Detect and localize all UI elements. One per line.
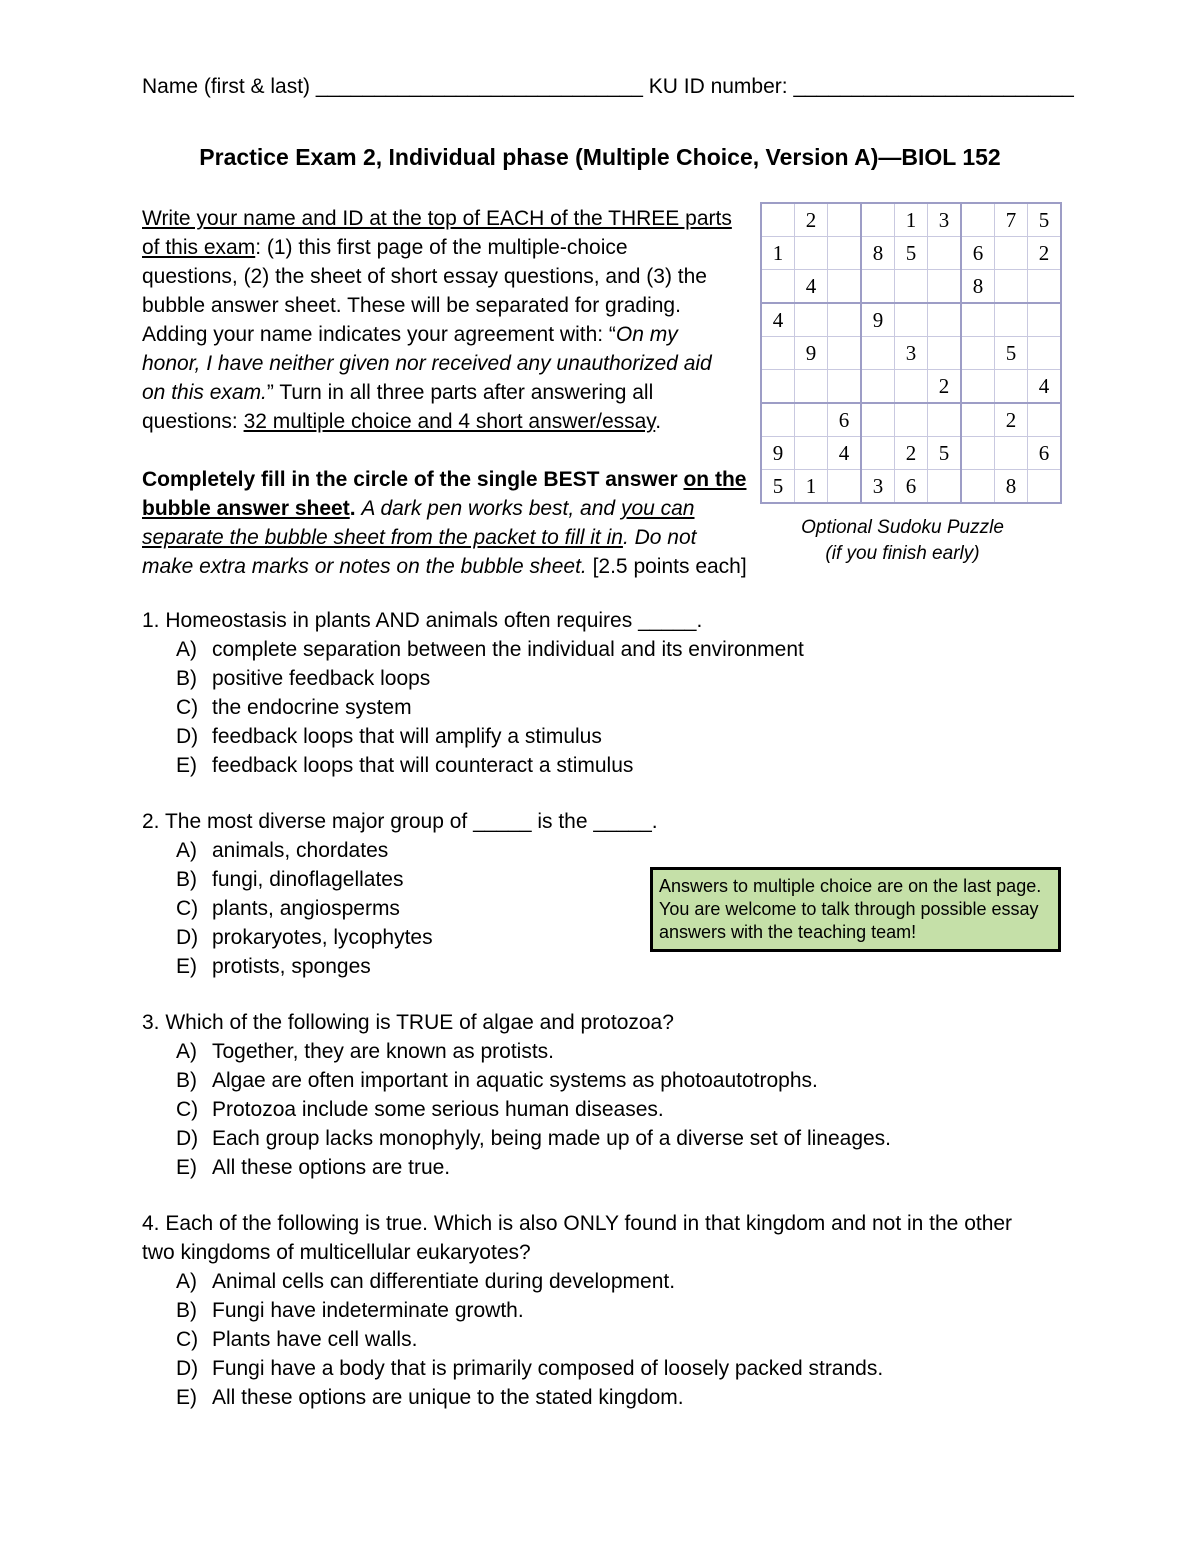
sudoku-row (761, 470, 1061, 504)
sudoku-cell[interactable]: 6 (961, 237, 995, 270)
option-letter: C) (176, 1098, 199, 1121)
option-text: feedback loops that will counteract a stimulus (212, 754, 634, 777)
option (142, 693, 1082, 722)
sudoku-cell[interactable] (795, 437, 828, 470)
instructions-text: separate the bubble sheet from the packet to fill it in (142, 526, 623, 549)
option-text: Together, they are known as protists. (212, 1040, 555, 1063)
sudoku-cell[interactable] (828, 237, 862, 270)
sudoku-row (761, 370, 1061, 404)
sudoku-cell[interactable] (961, 370, 995, 404)
ku-id-blank[interactable]: ________________________ (793, 75, 1074, 98)
instructions-text: ” Turn in all three parts after answering all (266, 381, 654, 404)
sudoku-cell[interactable]: 9 (761, 437, 795, 470)
question-text: 1. Homeostasis in plants AND animals often requires _____. (142, 609, 703, 632)
sudoku-cell[interactable]: 9 (795, 337, 828, 370)
sudoku-cell[interactable] (761, 203, 795, 237)
option-text: protists, sponges (212, 955, 371, 978)
question-count-text: 32 multiple choice and 4 short answer/essay (243, 410, 656, 433)
sudoku-cell[interactable] (761, 370, 795, 404)
instructions-text: on the (683, 468, 747, 491)
name-label: Name (first & last) (142, 75, 316, 98)
option-letter: D) (176, 1127, 199, 1150)
sudoku-cell[interactable] (961, 337, 995, 370)
sudoku-cell[interactable]: 2 (895, 437, 928, 470)
sudoku-cell[interactable]: 5 (761, 470, 795, 504)
sudoku-cell[interactable] (795, 237, 828, 270)
honor-pledge-text: On my (615, 323, 678, 346)
sudoku-cell[interactable] (995, 237, 1028, 270)
sudoku-cell[interactable] (828, 270, 862, 304)
sudoku-cell[interactable]: 6 (895, 470, 928, 504)
sudoku-cell[interactable] (828, 370, 862, 404)
option (142, 1066, 1082, 1095)
option-text: prokaryotes, lycophytes (212, 926, 433, 949)
sudoku-cell[interactable]: 8 (961, 270, 995, 304)
option (142, 923, 1082, 952)
instructions-line (142, 523, 752, 552)
sudoku-cell[interactable]: 1 (795, 470, 828, 504)
question-4 (142, 1209, 1082, 1412)
sudoku-cell[interactable] (861, 403, 895, 437)
sudoku-row (761, 270, 1061, 304)
option-text: Fungi have a body that is primarily composed of loosely packed strands. (212, 1357, 884, 1380)
option-letter: E) (176, 1386, 197, 1409)
sudoku-cell[interactable] (995, 437, 1028, 470)
question-text: 4. Each of the following is true. Which is also ONLY found in that kingdom and not in the other (142, 1212, 1013, 1235)
option (142, 751, 1082, 780)
sudoku-cell[interactable] (828, 303, 862, 337)
option-text: fungi, dinoflagellates (212, 868, 404, 891)
sudoku-cell[interactable] (761, 270, 795, 304)
sudoku-cell[interactable] (895, 303, 928, 337)
instructions-line: questions, (2) the sheet of short essay questions, and (3) the (142, 265, 707, 288)
sudoku-cell[interactable] (961, 403, 995, 437)
sudoku-cell[interactable]: 2 (995, 403, 1028, 437)
sudoku-cell[interactable] (1028, 303, 1062, 337)
option-letter: B) (176, 1299, 197, 1322)
sudoku-cell[interactable]: 6 (828, 403, 862, 437)
sudoku-cell[interactable] (928, 303, 962, 337)
option-text: Each group lacks monophyly, being made up of a diverse set of lineages. (212, 1127, 892, 1150)
sudoku-cell[interactable]: 8 (861, 237, 895, 270)
option (142, 952, 1082, 981)
sudoku-cell[interactable] (995, 270, 1028, 304)
option-text: All these options are true. (212, 1156, 451, 1179)
answers-note-line: answers with the teaching team! (659, 922, 917, 942)
option-letter: E) (176, 1156, 197, 1179)
instructions-line: bubble answer sheet. These will be separated for grading. (142, 294, 681, 317)
sudoku-cell[interactable]: 2 (795, 203, 828, 237)
instructions-text: Write your name and ID at the top of EACH of the THREE parts (142, 207, 732, 230)
question-3 (142, 1008, 1082, 1182)
instructions-text: : (1) this first page of the multiple-choice (255, 236, 628, 259)
sudoku-cell[interactable]: 4 (828, 437, 862, 470)
instructions-text: of this exam (142, 236, 256, 259)
sudoku-row (761, 203, 1061, 237)
option-text: Plants have cell walls. (212, 1328, 418, 1351)
sudoku-cell[interactable] (895, 403, 928, 437)
instructions-line (142, 378, 752, 407)
option-letter: E) (176, 955, 197, 978)
question-2 (142, 807, 1082, 981)
sudoku-cell[interactable]: 4 (1028, 370, 1062, 404)
sudoku-caption (760, 515, 1045, 567)
option-text: All these options are unique to the stated kingdom. (212, 1386, 684, 1409)
instructions-line (142, 204, 752, 233)
sudoku-row (761, 403, 1061, 437)
option-letter: A) (176, 1270, 197, 1293)
sudoku-cell[interactable] (861, 337, 895, 370)
option-letter: D) (176, 725, 199, 748)
sudoku-cell[interactable] (928, 237, 962, 270)
name-blank[interactable]: ____________________________ (315, 75, 643, 98)
question-text-continued: two kingdoms of multicellular eukaryotes? (142, 1241, 531, 1264)
sudoku-cell[interactable] (928, 470, 962, 504)
option-text: positive feedback loops (212, 667, 431, 690)
sudoku-cell[interactable] (1028, 337, 1062, 370)
option-text: plants, angiosperms (212, 897, 400, 920)
sudoku-grid (760, 202, 1062, 504)
sudoku-cell[interactable] (795, 403, 828, 437)
sudoku-caption-line: (if you finish early) (825, 543, 980, 564)
sudoku-cell[interactable] (895, 270, 928, 304)
option (142, 664, 1082, 693)
sudoku-cell[interactable] (761, 403, 795, 437)
sudoku-cell[interactable]: 3 (895, 337, 928, 370)
instructions-text: . (349, 497, 362, 520)
student-info-header (142, 72, 1074, 101)
instructions-line (142, 552, 752, 581)
instructions (142, 204, 752, 581)
instructions-text: A dark pen works best, and (361, 497, 621, 520)
sudoku-cell[interactable] (961, 470, 995, 504)
option-letter: C) (176, 696, 199, 719)
option (142, 635, 1082, 664)
sudoku-cell[interactable] (928, 403, 962, 437)
instructions-line (142, 407, 752, 436)
sudoku-cell[interactable]: 4 (761, 303, 795, 337)
sudoku-cell[interactable]: 5 (928, 437, 962, 470)
instructions-text: Completely fill in the circle of the single BEST answer (142, 468, 684, 491)
option-letter: E) (176, 754, 197, 777)
sudoku-cell[interactable] (1028, 403, 1062, 437)
instructions-text: . Do not (622, 526, 697, 549)
blank-line (142, 436, 752, 465)
sudoku-cell[interactable]: 7 (995, 203, 1028, 237)
sudoku-cell[interactable] (1028, 270, 1062, 304)
points-text: [2.5 points each] (586, 555, 747, 578)
option (142, 1095, 1082, 1124)
sudoku-row (761, 237, 1061, 270)
option-text: Fungi have indeterminate growth. (212, 1299, 524, 1322)
sudoku-caption-line: Optional Sudoku Puzzle (801, 517, 1004, 538)
question-text: 3. Which of the following is TRUE of algae and protozoa? (142, 1011, 674, 1034)
answers-note-line: You are welcome to talk through possible essay (659, 899, 1039, 919)
sudoku-cell[interactable] (861, 203, 895, 237)
sudoku-cell[interactable]: 9 (861, 303, 895, 337)
sudoku-cell[interactable]: 4 (795, 270, 828, 304)
sudoku-cell[interactable] (928, 337, 962, 370)
option (142, 1325, 1082, 1354)
option-text: complete separation between the individual and its environment (212, 638, 804, 661)
sudoku-cell[interactable]: 2 (928, 370, 962, 404)
sudoku-cell[interactable] (861, 270, 895, 304)
option (142, 1267, 1082, 1296)
option-text: Algae are often important in aquatic systems as photoautotrophs. (212, 1069, 818, 1092)
sudoku-cell[interactable] (928, 270, 962, 304)
option-text: animals, chordates (212, 839, 389, 862)
sudoku-cell[interactable]: 3 (861, 470, 895, 504)
sudoku-cell[interactable]: 3 (928, 203, 962, 237)
sudoku-cell[interactable] (961, 437, 995, 470)
sudoku-row (761, 303, 1061, 337)
sudoku-cell[interactable]: 2 (1028, 237, 1062, 270)
option-letter: D) (176, 1357, 199, 1380)
sudoku-cell[interactable] (961, 203, 995, 237)
instructions-line (142, 233, 752, 262)
option-letter: C) (176, 897, 199, 920)
sudoku-cell[interactable]: 1 (895, 203, 928, 237)
option-letter: B) (176, 1069, 197, 1092)
instructions-line (142, 494, 752, 523)
sudoku-cell[interactable] (995, 370, 1028, 404)
option-letter: B) (176, 868, 197, 891)
instructions-text: . (655, 410, 662, 433)
option-text: feedback loops that will amplify a stimulus (212, 725, 602, 748)
sudoku-cell[interactable] (861, 370, 895, 404)
sudoku-cell[interactable]: 1 (761, 237, 795, 270)
option (142, 1124, 1082, 1153)
option-text: Animal cells can differentiate during development. (212, 1270, 676, 1293)
option (142, 1354, 1082, 1383)
option (142, 1037, 1082, 1066)
instructions-line (142, 465, 752, 494)
option (142, 894, 1082, 923)
sudoku-cell[interactable] (961, 303, 995, 337)
option-letter: A) (176, 839, 197, 862)
option-letter: C) (176, 1328, 199, 1351)
sudoku-cell[interactable]: 5 (995, 337, 1028, 370)
sudoku-row (761, 337, 1061, 370)
option-text: Protozoa include some serious human diseases. (212, 1098, 664, 1121)
option (142, 865, 1082, 894)
sudoku-cell[interactable] (828, 470, 862, 504)
instructions-text: you can (620, 497, 695, 520)
sudoku-cell[interactable]: 6 (1028, 437, 1062, 470)
honor-pledge-text: on this exam. (142, 381, 267, 404)
instructions-line (142, 320, 752, 349)
instructions-text: questions: (142, 410, 244, 433)
question-1 (142, 606, 1082, 780)
sudoku-cell[interactable] (828, 203, 862, 237)
ku-id-label: KU ID number: (642, 75, 794, 98)
instructions-text: Adding your name indicates your agreement with: “ (142, 323, 616, 346)
sudoku-cell[interactable]: 5 (1028, 203, 1062, 237)
page-title: Practice Exam 2, Individual phase (Multiple Choice, Version A)—BIOL 152 (199, 144, 1001, 170)
option-letter: A) (176, 638, 197, 661)
question-text: 2. The most diverse major group of _____ is the _____. (142, 810, 658, 833)
option (142, 722, 1082, 751)
option (142, 1153, 1082, 1182)
option (142, 836, 1082, 865)
option-letter: A) (176, 1040, 197, 1063)
sudoku-cell[interactable] (795, 303, 828, 337)
sudoku-row (761, 437, 1061, 470)
option (142, 1383, 1082, 1412)
sudoku-cell[interactable] (828, 337, 862, 370)
sudoku-cell[interactable] (795, 370, 828, 404)
option (142, 1296, 1082, 1325)
sudoku-cell[interactable] (995, 303, 1028, 337)
option-letter: B) (176, 667, 197, 690)
option-text: the endocrine system (212, 696, 412, 719)
sudoku-cell[interactable] (861, 437, 895, 470)
sudoku-cell[interactable] (1028, 470, 1062, 504)
sudoku-cell[interactable]: 8 (995, 470, 1028, 504)
instructions-text: bubble answer sheet (142, 497, 350, 520)
instructions-text: make extra marks or notes on the bubble sheet. (142, 555, 587, 578)
option-letter: D) (176, 926, 199, 949)
sudoku-cell[interactable]: 5 (895, 237, 928, 270)
sudoku-cell[interactable] (895, 370, 928, 404)
sudoku-cell[interactable] (761, 337, 795, 370)
honor-pledge-line: honor, I have neither given nor received any unauthorized aid (142, 352, 712, 375)
answers-note-line: Answers to multiple choice are on the last page. (659, 876, 1042, 896)
